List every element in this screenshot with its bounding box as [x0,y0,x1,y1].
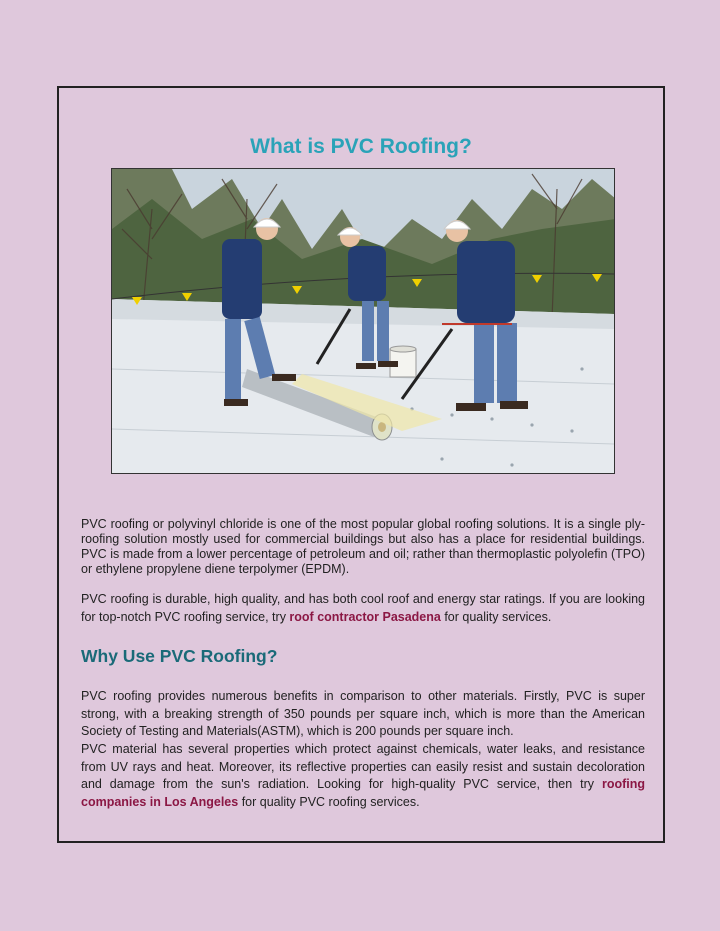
service-paragraph [81,590,645,626]
properties-paragraph-text-before: PVC material has several properties which protect against chemicals, water leaks, and resistance from UV rays and heat. Moreover, its reflective properties can easily resist and sustain decoloration and damage from the sun's radiation. Looking for high-quality PVC service, then try [81,742,645,791]
properties-paragraph-text-after: for quality PVC roofing services. [238,794,420,809]
service-paragraph-text-before: PVC roofing is durable, high quality, and has both cool roof and energy star ratings. If you are looking for top-notch PVC roofing service, try [81,592,645,624]
roofing-companies-los-angeles-link[interactable]: roofing companies in Los Angeles [81,777,645,809]
service-paragraph-text-after: for quality services. [440,610,552,624]
page-title: What is PVC Roofing? [250,135,472,158]
intro-paragraph: PVC roofing or polyvinyl chloride is one of the most popular global roofing solutions. It is a single ply-roofing solution mostly used for commercial buildings but also has a place for residential buildings. PVC is made from a lower percentage of petroleum and oil; rather than thermoplastic polyolefin (TPO) or ethylene propylene diene terpolymer (EPDM). [81,517,645,576]
content-frame [57,86,665,843]
properties-paragraph [81,741,645,811]
section-heading: Why Use PVC Roofing? [81,646,278,666]
roofing-photo [111,168,615,474]
benefits-paragraph: PVC roofing provides numerous benefits in comparison to other materials. Firstly, PVC is super strong, with a breaking strength of 350 pounds per square inch, which is more than the American Society of Testing and Materials(ASTM), which is 200 pounds per square inch. [81,689,645,738]
roof-contractor-pasadena-link[interactable]: roof contractor Pasadena [289,610,441,624]
